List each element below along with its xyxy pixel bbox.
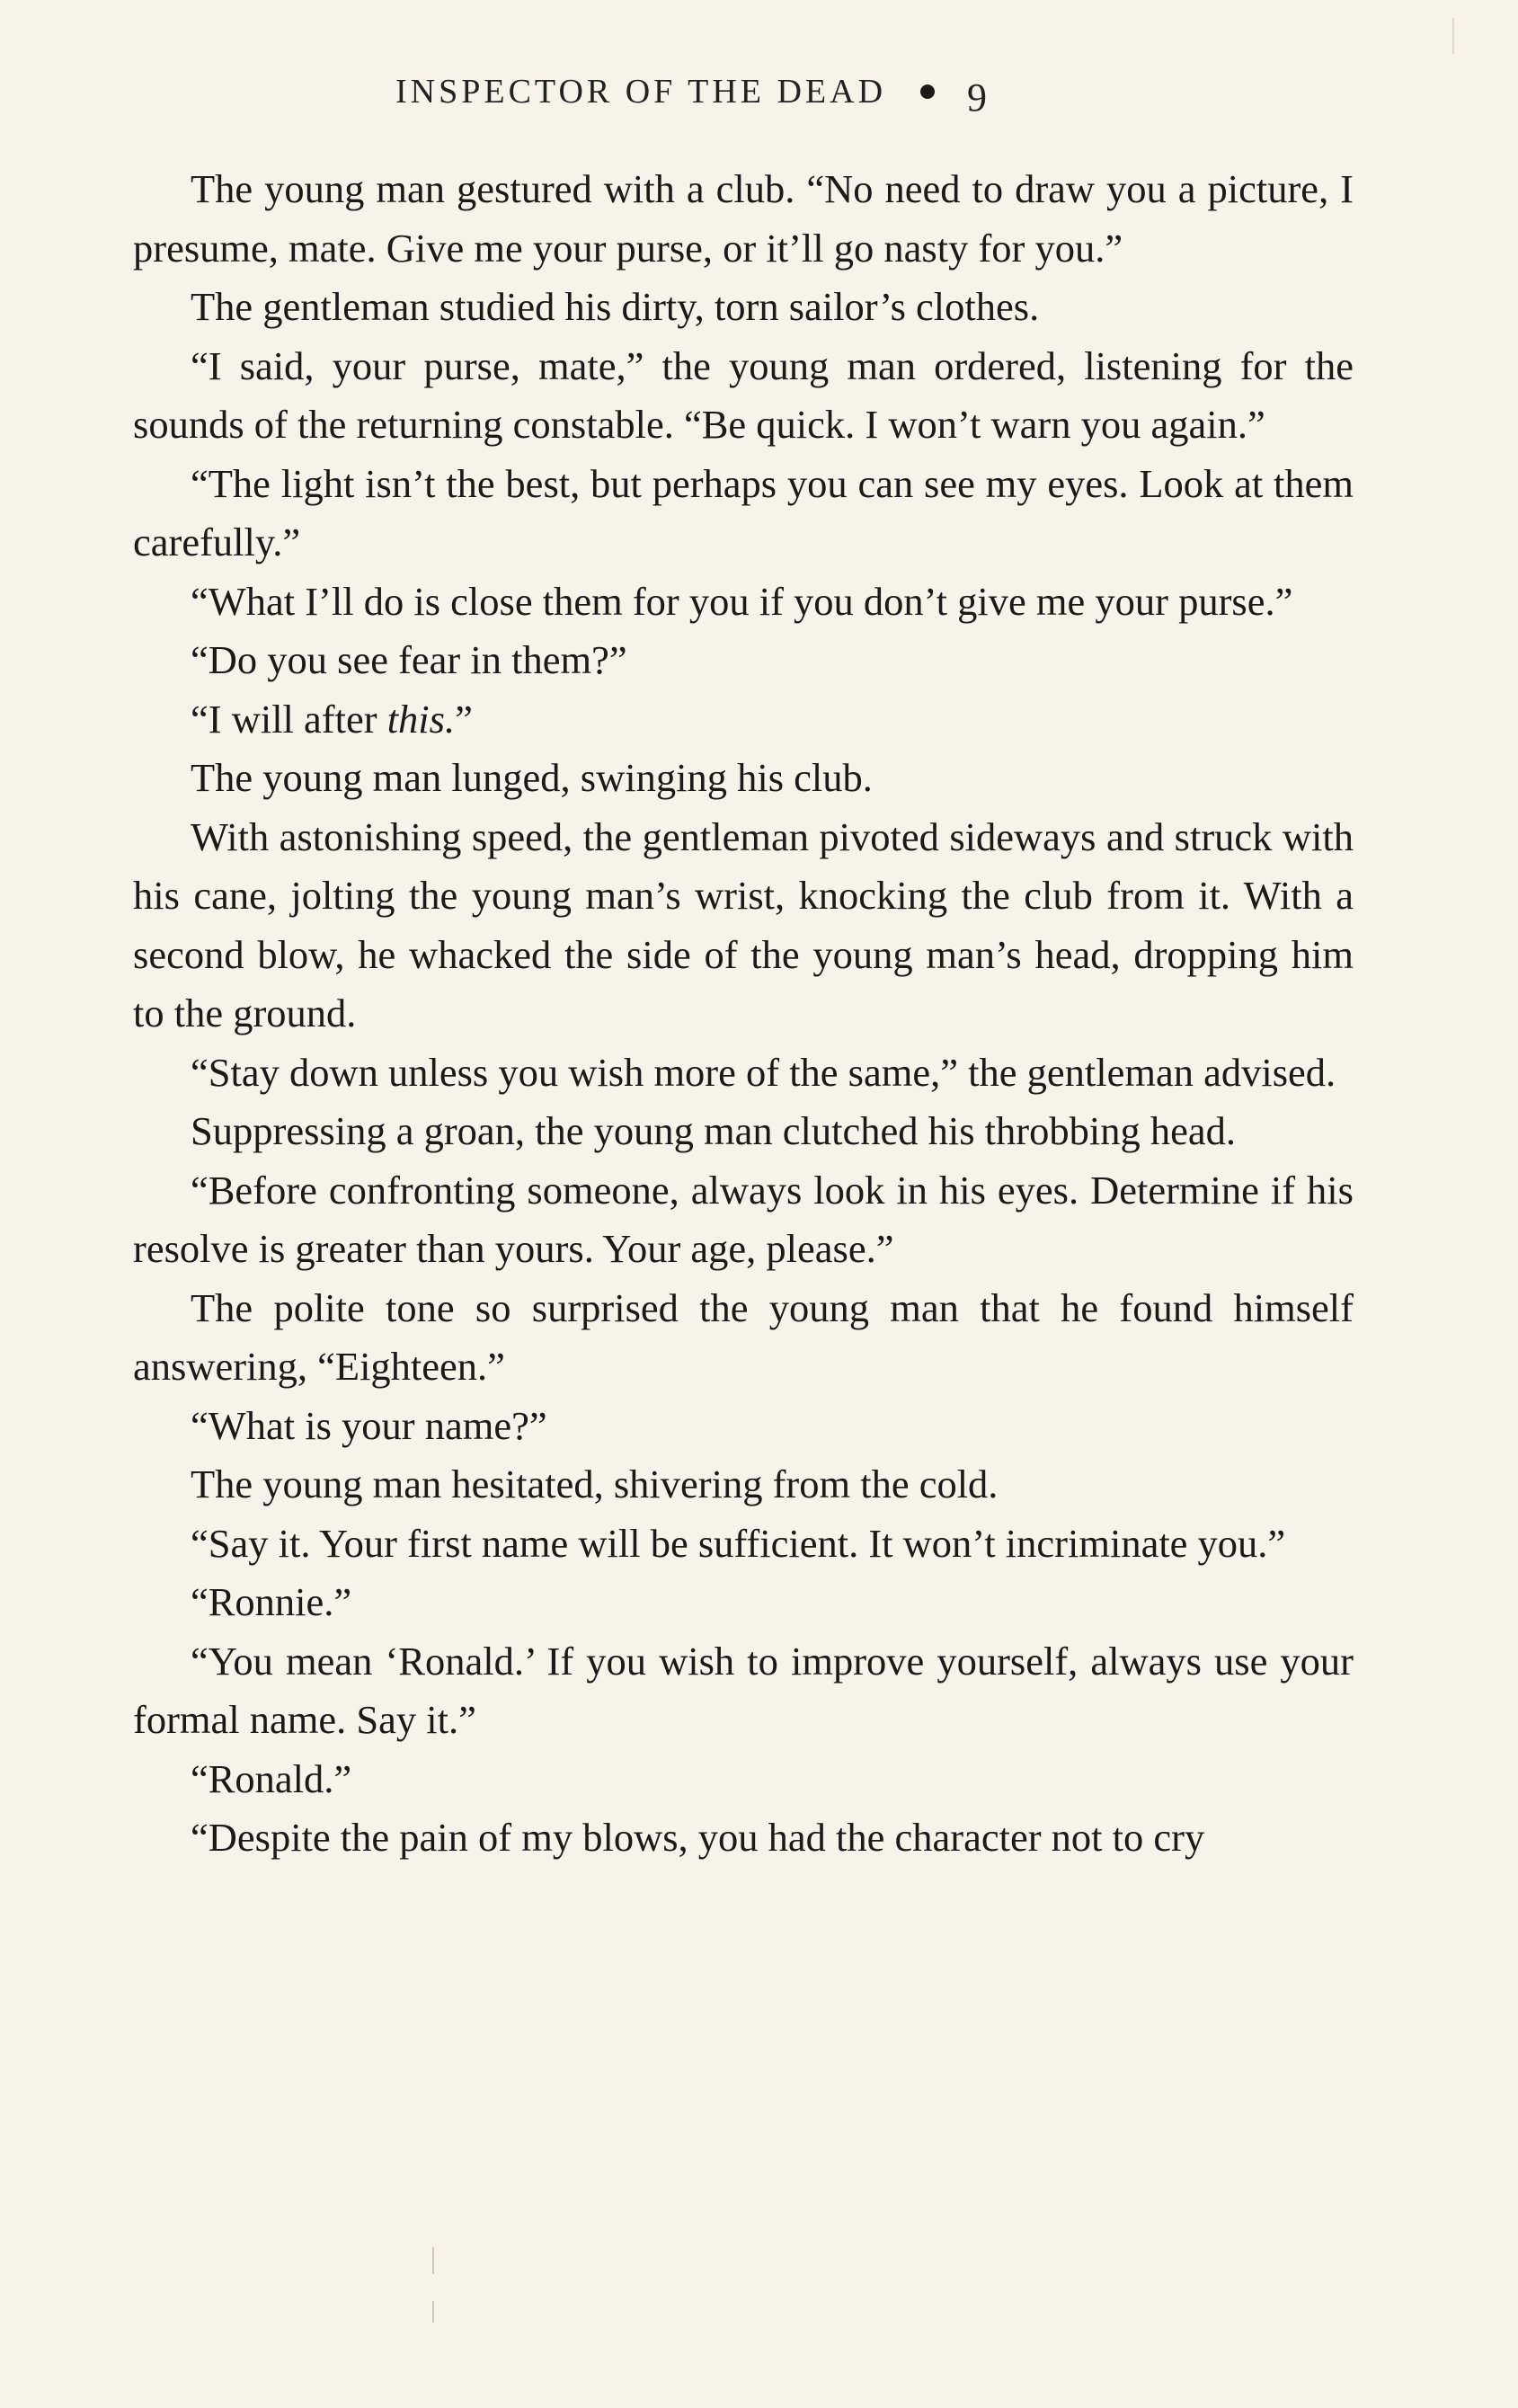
paragraph-text: ” xyxy=(455,696,473,742)
paragraph: “Before confronting someone, always look in his eyes. Determine if his resolve is greater than yours. Your age, please.” xyxy=(133,1167,1354,1271)
paragraph: “You mean ‘Ronald.’ If you wish to improve yourself, always use your formal name. Say it.” xyxy=(133,1638,1354,1742)
running-head-title: INSPECTOR OF THE DEAD xyxy=(395,73,887,111)
paragraph: “Say it. Your first name will be sufficient. It won’t incriminate you.” xyxy=(191,1520,1286,1566)
paragraph: The polite tone so surprised the young man that he found himself answering, “Eighteen.” xyxy=(133,1284,1354,1389)
paragraph: The young man gestured with a club. “No need to draw you a picture, I presume, mate. Give me your purse, or it’ll go nasty for you.” xyxy=(133,166,1354,271)
running-head xyxy=(395,65,1114,119)
paragraph: With astonishing speed, the gentleman pivoted sideways and struck with his cane, jolting the young man’s wrist, knocking the club from it. With a second blow, he whacked the side of the young man’s head, dropping him to the ground. xyxy=(133,813,1354,1035)
paragraph: The young man lunged, swinging his club. xyxy=(191,755,873,800)
paragraph: “Stay down unless you wish more of the same,” the gentleman advised. xyxy=(191,1049,1336,1095)
paragraph: “Ronnie.” xyxy=(191,1579,352,1624)
page-number: 9 xyxy=(967,75,988,120)
paragraph: “Despite the pain of my blows, you had the character not to cry xyxy=(191,1815,1205,1860)
scan-mark xyxy=(432,2301,434,2323)
paragraph xyxy=(133,690,1354,750)
paragraph: The gentleman studied his dirty, torn sailor’s clothes. xyxy=(191,284,1040,329)
paragraph: The young man hesitated, shivering from the cold. xyxy=(191,1462,999,1506)
paragraph: “Ronald.” xyxy=(191,1755,352,1801)
bullet-separator xyxy=(920,84,935,99)
paragraph: Suppressing a groan, the young man clutched his throbbing head. xyxy=(191,1108,1236,1153)
paragraph: “Do you see fear in them?” xyxy=(191,637,627,682)
body-text xyxy=(133,160,1354,1868)
paragraph-text: “I will after xyxy=(191,696,387,742)
paragraph: “What is your name?” xyxy=(191,1402,547,1448)
paragraph: “I said, your purse, mate,” the young man ordered, listening for the sounds of the returning constable. “Be quick. I won’t warn you again.” xyxy=(133,342,1354,447)
scan-mark xyxy=(432,2247,434,2274)
paragraph: “What I’ll do is close them for you if you don’t give me your purse.” xyxy=(191,578,1293,624)
emphasized-text: this. xyxy=(386,696,456,742)
scan-mark xyxy=(1452,18,1454,54)
paragraph: “The light isn’t the best, but perhaps you can see my eyes. Look at them carefully.” xyxy=(133,460,1354,564)
